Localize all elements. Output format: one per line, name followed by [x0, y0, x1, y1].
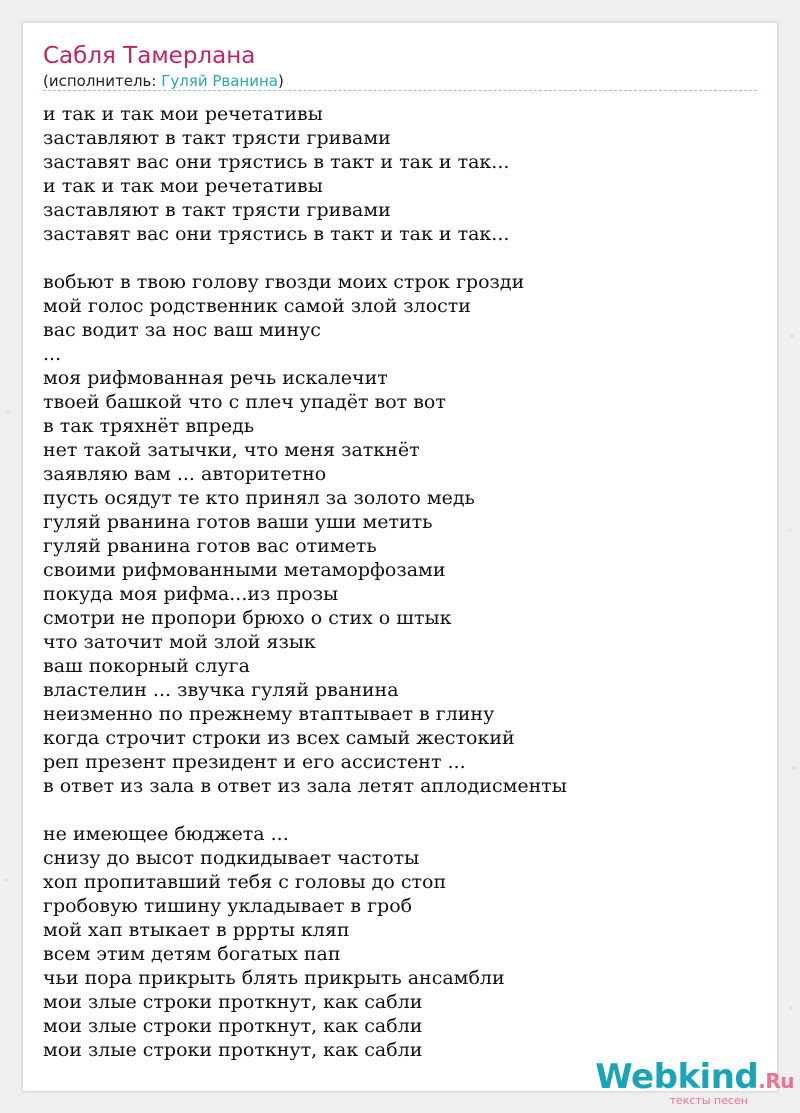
lyric-line: мои злые строки проткнут, как сабли — [43, 1039, 423, 1061]
lyric-line: в так тряхнёт впредь — [43, 415, 255, 437]
lyric-line: пусть осядут те кто принял за золото медь — [43, 487, 475, 509]
lyric-line: покуда моя рифма...из прозы — [43, 583, 339, 605]
lyric-line: гуляй рванина готов вас отиметь — [43, 535, 377, 557]
lyric-line: мой голос родственник самой злой злости — [43, 295, 471, 317]
lyric-line: когда строчит строки из всех самый жестокий — [43, 727, 515, 749]
lyric-line: ваш покорный слуга — [43, 655, 250, 677]
site-brand[interactable] — [595, 1057, 794, 1107]
artist-prefix: (исполнитель: — [43, 72, 162, 90]
song-title: Сабля Тамерлана — [43, 43, 256, 69]
lyric-line: неизменно по прежнему втаптывает в глину — [43, 703, 495, 725]
lyric-line: снизу до высот подкидывает частоты — [43, 847, 420, 869]
lyric-line: вобьют в твою голову гвозди моих строк грозди — [43, 271, 525, 293]
lyric-line: заставляют в такт трясти гривами — [43, 127, 391, 149]
lyrics-card — [22, 22, 778, 1092]
lyric-line: и так и так мои речетативы — [43, 175, 323, 197]
lyric-line: и так и так мои речетативы — [43, 103, 323, 125]
artist-suffix: ) — [278, 72, 284, 90]
lyric-line: реп презент президент и его ассистент ... — [43, 751, 466, 773]
brand-tld: .Ru — [758, 1069, 794, 1093]
brand-name: Webkind — [595, 1057, 759, 1097]
lyric-line: заставят вас они трястись в такт и так и так... — [43, 151, 510, 173]
lyric-line: своими рифмованными метаморфозами — [43, 559, 446, 581]
brand-logo — [595, 1057, 794, 1098]
lyric-line: гробовую тишину укладывает в гроб — [43, 895, 413, 917]
header-divider — [43, 90, 757, 91]
lyric-line: заставляют в такт трясти гривами — [43, 199, 391, 221]
lyric-line: заставят вас они трястись в такт и так и так... — [43, 223, 510, 245]
lyric-line: чьи пора прикрыть блять прикрыть ансамбли — [43, 967, 505, 989]
lyric-line: мои злые строки проткнут, как сабли — [43, 991, 423, 1013]
lyric-line: гуляй рванина готов ваши уши метить — [43, 511, 433, 533]
lyric-line: всем этим детям богатых пап — [43, 943, 341, 965]
artist-link[interactable]: Гуляй Рванина — [161, 72, 278, 90]
lyrics-text — [43, 102, 567, 1062]
lyric-line: в ответ из зала в ответ из зала летят аплодисменты — [43, 775, 567, 797]
lyric-line: смотри не пропори брюхо о стих о штык — [43, 607, 452, 629]
lyric-line: вас водит за нос ваш минус — [43, 319, 321, 341]
lyric-line: моя рифмованная речь искалечит — [43, 367, 388, 389]
lyric-line: нет такой затычки, что меня заткнёт — [43, 439, 420, 461]
lyric-line: властелин ... звучка гуляй рванина — [43, 679, 399, 701]
lyric-line: мой хап втыкает в рррты кляп — [43, 919, 350, 941]
artist-line — [43, 72, 284, 90]
lyric-line — [43, 798, 567, 822]
lyric-line: ... — [43, 343, 62, 365]
lyric-line: мои злые строки проткнут, как сабли — [43, 1015, 423, 1037]
lyric-line: заявляю вам ... авторитетно — [43, 463, 327, 485]
brand-tagline: тексты песен — [669, 1094, 748, 1107]
lyric-line: что заточит мой злой язык — [43, 631, 316, 653]
lyric-line: твоей башкой что с плеч упадёт вот вот — [43, 391, 446, 413]
lyric-line — [43, 246, 567, 270]
lyric-line: не имеющее бюджета ... — [43, 823, 289, 845]
lyric-line: хоп пропитавший тебя с головы до стоп — [43, 871, 447, 893]
